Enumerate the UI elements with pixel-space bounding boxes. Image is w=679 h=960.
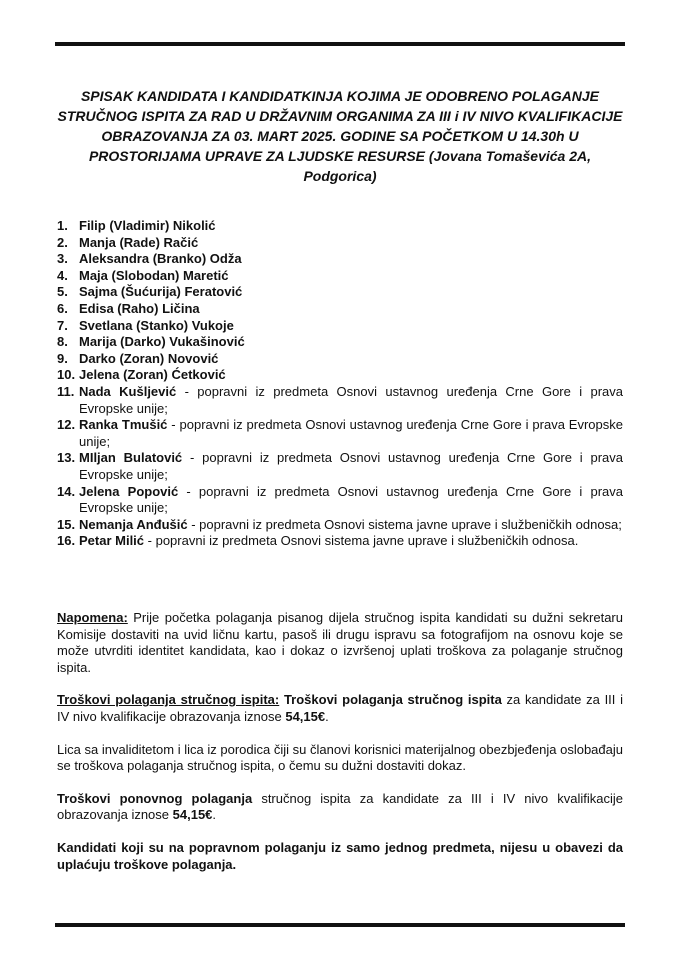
candidate-number: 8. — [57, 334, 68, 350]
candidate-name: Petar Milić — [79, 533, 145, 549]
costs-label: Troškovi polaganja stručnog ispita: — [57, 692, 280, 708]
candidate-entry — [79, 450, 623, 483]
candidate-item — [57, 251, 623, 268]
costs-bold: Troškovi polaganja stručnog ispita — [279, 692, 502, 708]
costs-text: za kandidate za III i IV nivo kvalifikacije obrazovanja iznose — [57, 692, 624, 724]
repeat-paragraph: Troškovi ponovnog polaganja stručnog ispita za kandidate za III i IV nivo kvalifikacije obrazovanja iznose 54,15€. — [57, 790, 624, 823]
candidate-entry — [79, 351, 623, 368]
candidate-item — [57, 218, 623, 235]
candidate-number: 3. — [57, 251, 68, 267]
candidate-name: Jelena (Zoran) Ćetković — [79, 367, 226, 383]
candidate-entry — [79, 318, 623, 335]
candidate-entry — [79, 268, 623, 285]
candidate-number: 12. — [57, 417, 76, 433]
candidate-number: 11. — [57, 383, 75, 399]
candidate-item — [57, 367, 623, 384]
repeat-text: stručnog ispita za kandidate za III i IV nivo kvalifikacije obrazovanja iznose — [57, 790, 624, 823]
final-paragraph: Kandidati koji su na popravnom polaganju iz samo jednog predmeta, nijesu u obavezi da uplaćuju troškove polaganja. — [57, 839, 623, 872]
candidate-entry — [79, 235, 623, 252]
candidate-item — [57, 533, 623, 550]
candidate-item — [57, 334, 623, 351]
candidate-item — [57, 417, 623, 450]
candidate-item — [57, 450, 623, 483]
candidate-number: 7. — [57, 317, 68, 333]
candidate-entry — [79, 367, 623, 384]
candidate-number: 6. — [57, 300, 68, 316]
candidate-name: Aleksandra (Branko) Odža — [79, 251, 242, 267]
candidate-note: - popravni iz predmeta Osnovi ustavnog uređenja Crne Gore i prava Evropske unije; — [79, 450, 623, 482]
notes-section — [57, 610, 623, 889]
candidate-item — [57, 318, 623, 335]
candidate-name: Svetlana (Stanko) Vukoje — [79, 317, 234, 333]
candidate-name: Edisa (Raho) Ličina — [79, 300, 200, 316]
candidate-item — [57, 517, 623, 534]
candidate-number: 1. — [57, 218, 68, 233]
candidate-number: 14. — [57, 483, 76, 499]
candidate-item — [57, 235, 623, 252]
candidate-number: 15. — [57, 516, 76, 532]
invalid-paragraph: Lica sa invaliditetom i lica iz porodica čiji su članovi korisnici materijalnog obezbjeđenja oslobađaju se troškova polaganja stručnog ispita, o čemu su dužni dostaviti dokaz. — [57, 741, 623, 774]
bottom-rule — [55, 923, 625, 927]
candidate-name: Darko (Zoran) Novović — [79, 350, 219, 366]
top-rule — [55, 42, 625, 46]
candidate-entry — [79, 417, 623, 450]
candidate-name: Maja (Slobodan) Maretić — [79, 267, 229, 283]
candidate-number: 2. — [57, 234, 68, 250]
repeat-bold: Troškovi ponovnog polaganja — [57, 790, 253, 806]
costs-amount: 54,15€ — [285, 708, 326, 724]
candidate-entry — [79, 384, 623, 417]
candidate-item — [57, 284, 623, 301]
candidate-name: Marija (Darko) Vukašinović — [79, 334, 245, 350]
candidate-entry — [79, 334, 623, 351]
candidate-entry — [79, 517, 623, 534]
costs-paragraph: Troškovi polaganja stručnog ispita: Troškovi polaganja stručnog ispita za kandidate za III i IV nivo kvalifikacije obrazovanja iznose 54,15€. — [57, 692, 624, 724]
candidate-entry — [79, 484, 623, 517]
napomena-paragraph — [57, 610, 623, 676]
candidate-note: - popravni iz predmeta Osnovi sistema javne uprave i službeničkih odnosa. — [144, 533, 579, 549]
repeat-amount: 54,15€ — [172, 807, 213, 823]
candidate-note: - popravni iz predmeta Osnovi ustavnog uređenja Crne Gore i prava Evropske unije; — [79, 483, 623, 516]
candidate-number: 4. — [57, 267, 68, 283]
candidate-number: 16. — [57, 533, 76, 549]
candidate-item — [57, 484, 623, 517]
candidate-name: Nada Kušljević — [79, 383, 177, 399]
candidate-number: 10. — [57, 367, 76, 383]
candidate-name: Ranka Tmušić — [79, 417, 168, 433]
candidate-name: Sajma (Šućurija) Feratović — [79, 284, 243, 300]
candidate-note: - popravni iz predmeta Osnovi ustavnog uređenja Crne Gore i prava Evropske unije; — [79, 383, 623, 416]
candidate-entry — [79, 533, 623, 550]
candidate-note: - popravni iz predmeta Osnovi sistema javne uprave i službeničkih odnosa; — [187, 516, 622, 532]
candidate-number: 13. — [57, 450, 76, 466]
napomena-text: Prije početka polaganja pisanog dijela stručnog ispita kandidati su dužni sekretaru Komisije dostaviti na uvid ličnu kartu, pasoš ili drugu ispravu sa fotografijom na osnovu koje se može utvrditi identitet kandidata, kao i dokaz o izvršenoj uplati troškova za polaganje stručnog ispita. — [57, 610, 623, 675]
candidate-name: Filip (Vladimir) Nikolić — [79, 218, 216, 233]
candidate-name: Nemanja Anđušić — [79, 516, 188, 532]
candidate-name: MIljan Bulatović — [79, 450, 183, 466]
candidate-entry — [79, 284, 623, 301]
candidate-entry — [79, 218, 623, 235]
candidate-item — [57, 351, 623, 368]
candidate-item — [57, 268, 623, 285]
napomena-label: Napomena: — [57, 610, 128, 625]
candidate-note: - popravni iz predmeta Osnovi ustavnog uređenja Crne Gore i prava Evropske unije; — [79, 417, 623, 449]
candidate-name: Manja (Rade) Račić — [79, 234, 199, 250]
candidate-name: Jelena Popović — [79, 483, 179, 499]
candidate-number: 9. — [57, 350, 68, 366]
candidate-item — [57, 301, 623, 318]
candidate-entry — [79, 251, 623, 268]
document-title: SPISAK KANDIDATA I KANDIDATKINJA KOJIMA JE ODOBRENO POLAGANJE STRUČNOG ISPITA ZA RAD U DRŽAVNIM ORGANIMA ZA III i IV NIVO KVALIFIKACIJE OBRAZOVANJA ZA 03. MART 2025. GODINE SA POČETKOM U 14.30h U PROSTORIJAMA UPRAVE ZA LJUDSKE RESURSE (Jovana Tomaševića 2A, Podgorica) — [57, 88, 623, 184]
candidate-entry — [79, 301, 623, 318]
candidate-item — [57, 384, 623, 417]
candidate-number: 5. — [57, 284, 68, 300]
candidate-list — [57, 218, 623, 550]
